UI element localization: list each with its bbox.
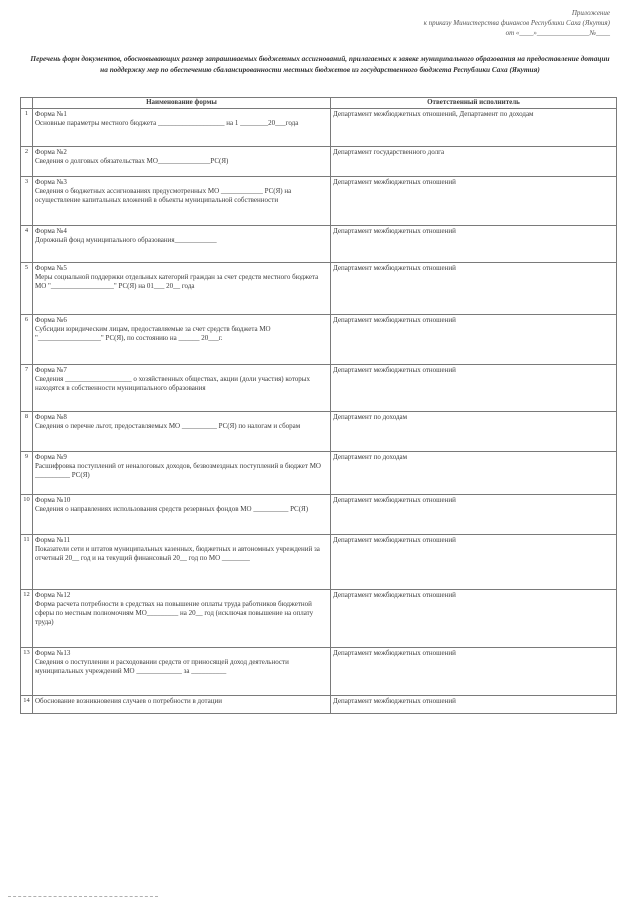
responsible-department: Департамент по доходам [331,452,617,495]
form-number: Форма №9 [35,453,67,461]
forms-table [20,97,617,714]
form-title: Обоснование возникновения случаев о потребности в дотации [35,697,223,705]
row-number: 5 [21,263,33,315]
responsible-department: Департамент межбюджетных отношений [331,365,617,412]
form-cell [33,696,331,714]
form-title: Сведения о перечне льгот, предоставляемых МО __________ РС(Я) по налогам и сборам [35,422,301,430]
form-number: Форма №2 [35,148,67,156]
row-number: 7 [21,365,33,412]
document-heading: Перечень форм документов, обосновывающих размер запрашиваемых бюджетных ассигнований, прилагаемых к заявке муниципального образования на предоставление дотации на поддержку мер по обеспечению сбалансированности местных бюджетов из государственного бюджета Республики Саха (Якутия) [30,54,610,74]
form-number: Форма №11 [35,536,71,544]
form-title: Сведения ___________________ о хозяйственных обществах, акции (доли участия) которых находятся в собственности муниципального образования [35,375,312,392]
appendix-title: Приложение [571,9,610,17]
form-cell [33,365,331,412]
table-row [21,452,617,495]
table-row [21,590,617,648]
responsible-department: Департамент межбюджетных отношений [331,495,617,535]
table-row [21,648,617,696]
responsible-department: Департамент межбюджетных отношений [331,315,617,365]
form-cell [33,412,331,452]
table-row [21,226,617,263]
form-title: Субсидии юридическим лицам, предоставляемые за счет средств бюджета МО "__________________" РС(Я), по состоянию на ______ 20___г. [35,325,273,342]
table-row [21,365,617,412]
form-number: Форма №8 [35,413,67,421]
form-cell [33,177,331,226]
responsible-department: Департамент межбюджетных отношений, Департамент по доходам [331,109,617,147]
responsible-department: Департамент межбюджетных отношений [331,535,617,590]
row-number: 8 [21,412,33,452]
form-cell [33,147,331,177]
appendix-date-number: от «____»_______________№____ [505,29,610,37]
form-cell [33,226,331,263]
form-cell [33,495,331,535]
table-row [21,535,617,590]
form-title: Основные параметры местного бюджета ___________________ на 1 ________20___года [35,119,299,127]
form-cell [33,109,331,147]
row-number: 2 [21,147,33,177]
footer-divider [8,896,158,897]
row-number: 3 [21,177,33,226]
table-row [21,412,617,452]
appendix-order-ref: к приказу Министерства финансов Республики Саха (Якутия) [423,19,610,27]
row-number: 14 [21,696,33,714]
row-number: 13 [21,648,33,696]
row-number: 11 [21,535,33,590]
form-number: Форма №7 [35,366,67,374]
responsible-department: Департамент межбюджетных отношений [331,590,617,648]
form-cell [33,535,331,590]
row-number: 9 [21,452,33,495]
table-row [21,109,617,147]
form-cell [33,263,331,315]
form-number: Форма №13 [35,649,71,657]
row-number: 1 [21,109,33,147]
form-number: Форма №5 [35,264,67,272]
header-number [21,98,33,109]
form-cell [33,590,331,648]
table-row [21,263,617,315]
form-title: Сведения о направлениях использования средств резервных фондов МО __________ РС(Я) [35,505,309,513]
responsible-department: Департамент межбюджетных отношений [331,226,617,263]
form-number: Форма №3 [35,178,67,186]
form-number: Форма №12 [35,591,71,599]
form-cell [33,452,331,495]
responsible-department: Департамент межбюджетных отношений [331,696,617,714]
responsible-department: Департамент межбюджетных отношений [331,177,617,226]
form-title: Меры социальной поддержки отдельных категорий граждан за счет средств местного бюджета МО "__________________" РС(Я) на 01___ 20__ года [35,273,320,290]
form-title: Сведения о долговых обязательствах МО_______________РС(Я) [35,157,229,165]
table-header-row [21,98,617,109]
responsible-department: Департамент государственного долга [331,147,617,177]
responsible-department: Департамент межбюджетных отношений [331,263,617,315]
table-row [21,147,617,177]
form-number: Форма №1 [35,110,67,118]
form-title: Дорожный фонд муниципального образования____________ [35,236,217,244]
table-row [21,495,617,535]
form-title: Показатели сети и штатов муниципальных казенных, бюджетных и автономных учреждений за отчетный 20__ год и на текущий финансовый 20__ год по МО ________ [35,545,322,562]
form-title: Сведения о бюджетных ассигнованиях предусмотренных МО ____________ РС(Я) на осуществление капитальных вложений в объекты муниципальной собственности [35,187,293,204]
row-number: 6 [21,315,33,365]
form-number: Форма №10 [35,496,71,504]
table-row [21,177,617,226]
form-title: Сведения о поступлении и расходовании средств от приносящей доход деятельности муниципальных учреждений МО _____________ за __________ [35,658,291,675]
header-form-name: Наименование формы [33,98,331,109]
table-row [21,696,617,714]
form-title: Расшифровка поступлений от неналоговых доходов, безвозмездных поступлений в бюджет МО __________ РС(Я) [35,462,323,479]
form-title: Форма расчета потребности в средствах на повышение оплаты труда работников бюджетной сферы по местным полномочиям МО_________ на 20__ год (исключая повышение на оплату труда) [35,600,315,626]
form-number: Форма №4 [35,227,67,235]
row-number: 4 [21,226,33,263]
form-cell [33,648,331,696]
responsible-department: Департамент межбюджетных отношений [331,648,617,696]
form-cell [33,315,331,365]
responsible-department: Департамент по доходам [331,412,617,452]
appendix-block [320,8,610,38]
row-number: 10 [21,495,33,535]
form-number: Форма №6 [35,316,67,324]
header-responsible: Ответственный исполнитель [331,98,617,109]
table-row [21,315,617,365]
row-number: 12 [21,590,33,648]
